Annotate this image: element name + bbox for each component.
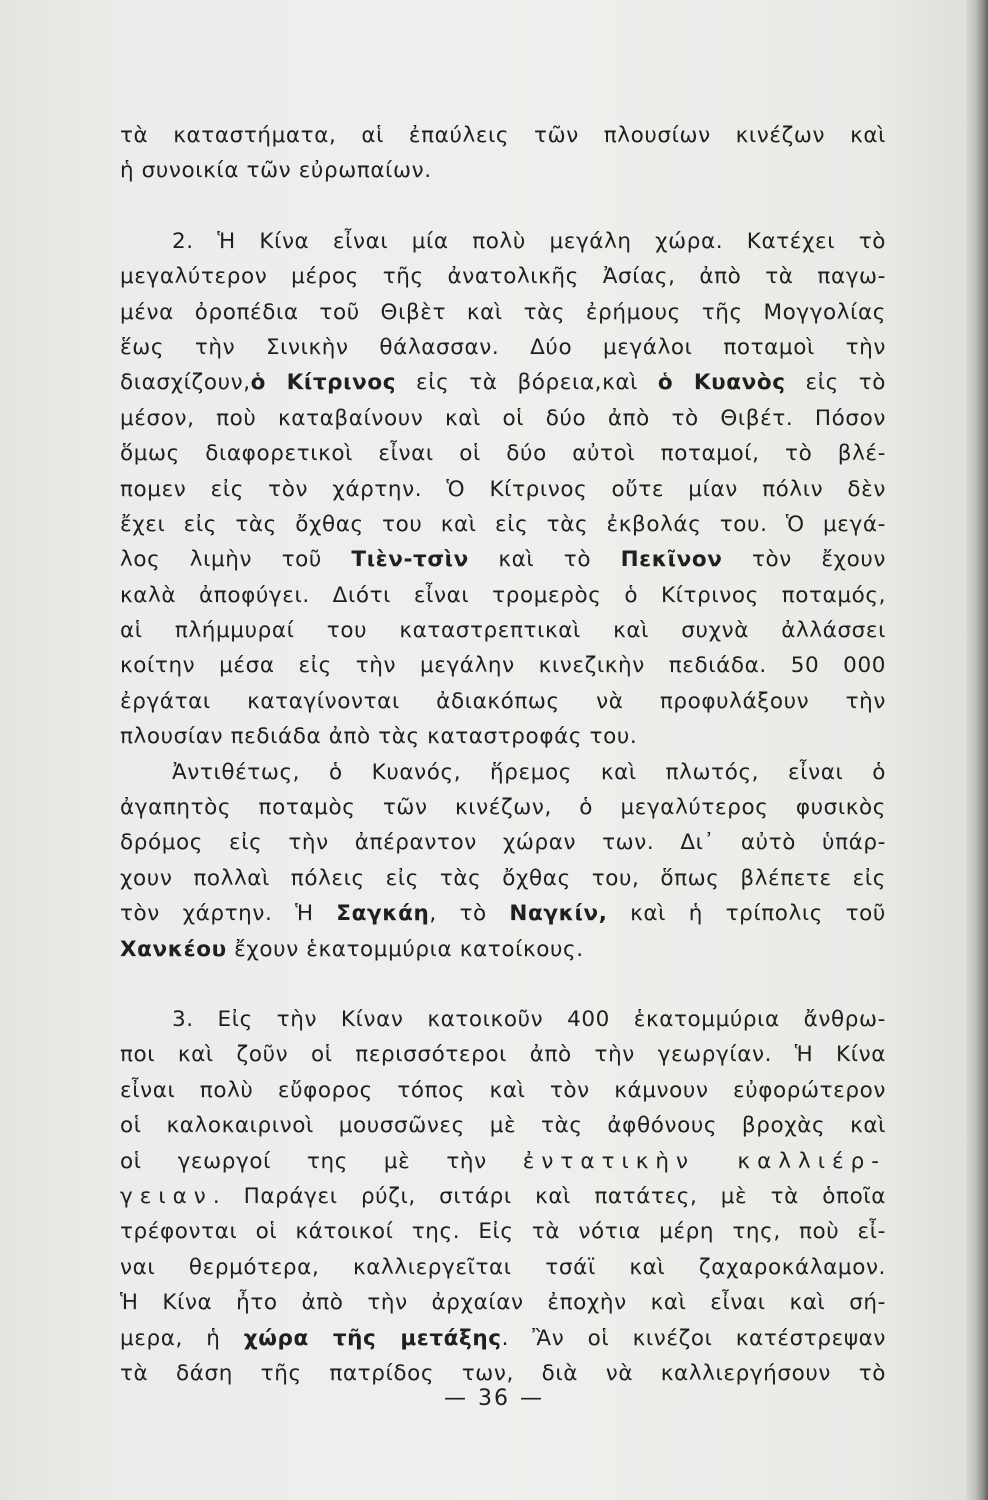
text-line: χουν πολλαὶ πόλεις εἰς τὰς ὄχθας του, ὅπως βλέπετε εἰς — [120, 865, 886, 891]
text-line: μέσον, ποὺ καταβαίνουν καὶ οἱ δύο ἀπὸ τὸ Θιβέτ. Πόσον — [120, 405, 886, 431]
text-line — [120, 1144, 886, 1179]
text-line: μένα ὀροπέδια τοῦ Θιβὲτ καὶ τὰς ἐρήμους τῆς Μογγολίας — [120, 299, 886, 325]
text-line: ἀγαπητὸς ποταμὸς τῶν κινέζων, ὁ μεγαλύτερος φυσικὸς — [120, 795, 886, 821]
spaced-emphasis: γειαν — [120, 1183, 213, 1209]
text-line: ποι καὶ ζοῦν οἱ περισσότεροι ἀπὸ τὴν γεωργίαν. Ἡ Κίνα — [120, 1042, 886, 1068]
text-run: εἰς τὰ βόρεια,καὶ — [396, 370, 658, 396]
text-line: μεγαλύτερον μέρος τῆς ἀνατολικῆς Ἀσίας, ἀπὸ τὰ παγω- — [120, 264, 886, 290]
text-run: , τὸ — [429, 901, 510, 927]
text-run: ἔχουν ἑκατομμύρια κατοίκους. — [226, 936, 584, 962]
text-line: πλουσίαν πεδιάδα ἀπὸ τὰς καταστροφάς του. — [120, 724, 638, 750]
city-name-hankow: Χανκέου — [120, 936, 227, 962]
text-line: κοίτην μέσα εἰς τὴν μεγάλην κινεζικὴν πεδιάδα. 50 000 — [120, 653, 886, 679]
text-line — [120, 1179, 886, 1214]
page-number-dash-right: — — [520, 1386, 544, 1411]
text-line: 3. Εἰς τὴν Κίναν κατοικοῦν 400 ἑκατομμύρια ἄνθρω- — [172, 1006, 886, 1032]
paragraph-3 — [120, 755, 886, 967]
text-line — [120, 542, 886, 577]
text-line: Ἡ Κίνα ἦτο ἀπὸ τὴν ἀρχαίαν ἐποχὴν καὶ εἶναι καὶ σή- — [120, 1290, 886, 1316]
page-number-value: 36 — [478, 1386, 510, 1411]
city-name-shanghai: Σαγκάη — [336, 901, 430, 927]
city-name-peking: Πεκῖνον — [620, 547, 723, 573]
page-number — [0, 1386, 988, 1411]
text-run: . Παράγει ρύζι, σιτάρι καὶ πατάτες, μὲ τὰ ὁποῖα — [212, 1183, 886, 1209]
text-line: τὰ δάση τῆς πατρίδος των, διὰ νὰ καλλιεργήσουν τὸ — [120, 1360, 886, 1386]
text-line: εἶναι πολὺ εὔφορος τόπος καὶ τὸν κάμνουν εὐφορώτερον — [120, 1077, 886, 1103]
text-line — [120, 365, 886, 400]
text-run: τὸν χάρτην. Ἡ — [120, 901, 337, 927]
text-line: Ἀντιθέτως, ὁ Κυανός, ἥρεμος καὶ πλωτός, εἶναι ὁ — [172, 759, 886, 785]
text-line — [120, 896, 886, 931]
text-line: τρέφονται οἱ κάτοικοί της. Εἰς τὰ νότια μέρη της, ποὺ εἶ- — [120, 1219, 886, 1245]
text-run: λος λιμὴν τοῦ — [120, 547, 352, 573]
text-run: διασχίζουν, — [120, 370, 251, 396]
text-line: ἕως τὴν Σινικὴν θάλασσαν. Δύο μεγάλοι ποταμοὶ τὴν — [120, 334, 886, 360]
text-line: ἡ συνοικία τῶν εὐρωπαίων. — [120, 158, 432, 184]
page-number-dash-left: — — [444, 1386, 468, 1411]
paragraph-4 — [120, 1002, 886, 1391]
text-line: δρόμος εἰς τὴν ἀπέραντον χώραν των. Δι᾽ αὐτὸ ὑπάρ- — [120, 830, 886, 856]
page-text — [120, 118, 886, 1391]
text-line: τὰ καταστήματα, αἱ ἐπαύλεις τῶν πλουσίων κινέζων καὶ — [120, 123, 886, 148]
text-line — [120, 932, 886, 967]
text-run: εἰς τὸ — [785, 370, 886, 396]
text-line: ἔχει εἰς τὰς ὄχθας του καὶ εἰς τὰς ἐκβολάς του. Ὁ μεγά- — [120, 511, 886, 537]
text-line: ἐργάται καταγίνονται ἀδιακόπως νὰ προφυλάξουν τὴν — [120, 688, 886, 714]
text-run: τὸν ἔχουν — [722, 547, 886, 573]
river-name-kyanos: ὁ Κυανὸς — [657, 370, 786, 396]
spaced-emphasis: ἐντατικὴν καλλιέρ- — [522, 1148, 886, 1174]
city-name-nanking: Ναγκίν, — [509, 901, 608, 927]
text-line: καλὰ ἀποφύγει. Διότι εἶναι τρομερὸς ὁ Κίτρινος ποταμός, — [120, 582, 886, 608]
paragraph-1 — [120, 118, 886, 189]
paragraph-gap — [120, 189, 886, 224]
city-name-tientsin: Τιὲν-τσὶν — [351, 547, 469, 573]
text-run: καὶ τὸ — [468, 547, 621, 573]
page-edge-shadow — [966, 0, 988, 1500]
text-run: καὶ ἡ τρίπολις τοῦ — [607, 901, 886, 927]
text-line: οἱ καλοκαιρινοὶ μουσσῶνες μὲ τὰς ἀφθόνους βροχὰς καὶ — [120, 1113, 886, 1139]
text-line — [120, 1321, 886, 1356]
text-line: 2. Ἡ Κίνα εἶναι μία πολὺ μεγάλη χώρα. Κατέχει τὸ — [172, 228, 886, 254]
text-line: αἱ πλήμμυραί του καταστρεπτικαὶ καὶ συχνὰ ἀλλάσσει — [120, 618, 886, 644]
river-name-kitrinos: ὁ Κίτρινος — [250, 370, 397, 396]
text-run: οἱ γεωργοί της μὲ τὴν — [120, 1148, 523, 1174]
text-run: μερα, ἡ — [120, 1325, 244, 1351]
paragraph-2 — [120, 224, 886, 755]
silk-country-phrase: χώρα τῆς μετάξης — [243, 1325, 502, 1351]
text-line: ὅμως διαφορετικοὶ εἶναι οἱ δύο αὐτοὶ ποταμοί, τὸ βλέ- — [120, 441, 886, 467]
text-line: ναι θερμότερα, καλλιεργεῖται τσάϊ καὶ ζαχαροκάλαμον. — [120, 1254, 886, 1280]
paragraph-gap — [120, 967, 886, 1002]
text-line: πομεν εἰς τὸν χάρτην. Ὁ Κίτρινος οὔτε μίαν πόλιν δὲν — [120, 476, 886, 502]
text-run: . Ἂν οἱ κινέζοι κατέστρεψαν — [501, 1325, 886, 1351]
